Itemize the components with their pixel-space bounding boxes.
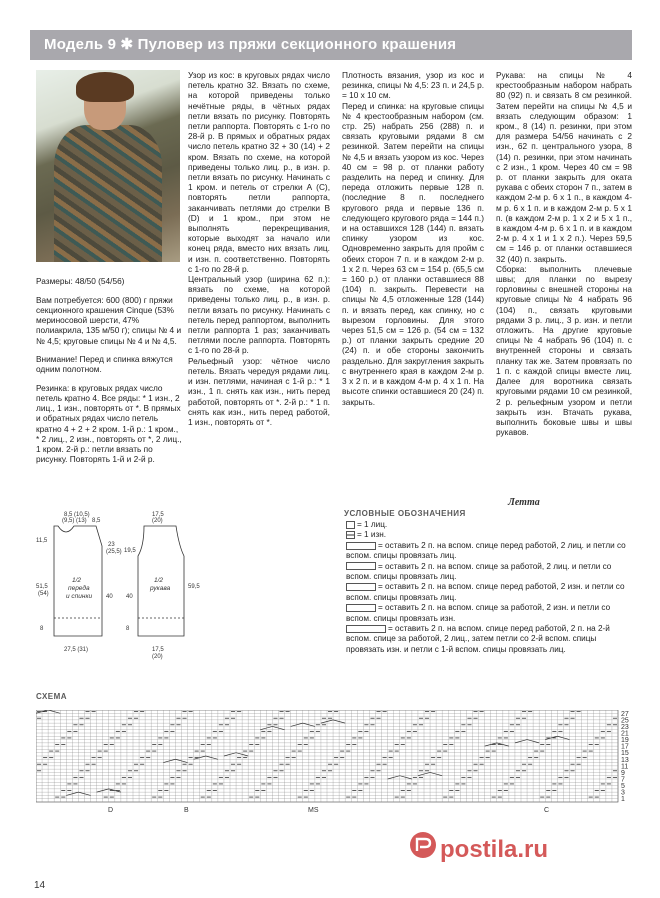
knitting-chart (36, 710, 632, 814)
gauge-text: Плотность вязания, узор из кос и резинка, спицы № 4,5: 23 п. и 24,5 р. = 10 х 10 см. (342, 70, 484, 101)
sleeve-dim-bottom: 17,5 (152, 647, 164, 653)
text-column-4 (496, 70, 632, 437)
cable-pattern-text: Узор из кос: в круговых рядах число петель кратно 32. Вязать по схеме, на которой приведены только нечётные ряды, в чётных рядах петли вязать по рисунку. Повторять петли раппорта. Повторять с 1-го по 28-й р. В прямых и обратных рядах число петель кратно 32 + 30 (14) + 2 кром. Вязать по схеме, на которой приведены только лиц. р., в изн. р. петли вязать по рисунку. Начинать с 1 кром. и петель от стрелки А (С), повторять петли раппорта, заканчивать петлями до стрелки В (D) и 1 кром., при этом не выполнять перекрещивания, которые выходят за начало или конец ряда, вместо них вязать лиц. и изн. п. соответственно. Повторять с 1-го по 28-й р. (188, 70, 330, 274)
front-back-text: Перед и спинка: на круговые спицы № 4 крестообразным набором (см. стр. 25) набрать 256 (288) п. и связать круговыми рядами 8 см резинкой. Затем перейти на спицы № 4,5 и вязать узором из кос. Через 40 см = 98 р. от планки работу разделить на перед и спинку. Для переда отложить первые 128 п. (последние 8 п. последнего кругового ряда и первые 136 п. следующего кругового ряда = 144 п.) и на оставшихся 128 (144) п. вязать спинку узором из кос. Одновременно закрыть для пройм с обеих сторон 7 п. и в каждом 2-м р. 1 х 2 п. Через 63 см = 154 р. (65,5 см = 160 р.) от планки оставшиеся 88 (104) п. закрыть. Перевести на спицы № 4,5 отложенные 128 (144) п. и вязать перед, как спинку, но с вырезом горловины. Для этого через 51,5 см = 126 р. (54 см = 132 р.) от планки закрыть средние 20 (24) п. и обе стороны закончить раздельно. Для закругления закрыть с внутреннего края в каждом 2-м р. 3 х 2 п. и в каждом 4-м р. 4 х 1 п. На высоте спинки оставшиеся 20 (24) п. закрыть. (342, 100, 484, 407)
row-number: 7 (621, 776, 625, 784)
sleeve-dim-top: 17,5 (152, 512, 164, 518)
dim-top2: (9,5) (13) (62, 518, 87, 524)
pattern-schematic (34, 506, 202, 674)
dim-neck: 11,5 (36, 538, 48, 544)
row-number: 15 (621, 750, 629, 758)
header-bar (30, 30, 632, 60)
symbol-cable-front: = оставить 2 п. на вспом. спице перед работой, 2 лиц. и петли со вспом. спицы провязать лиц. (346, 540, 626, 561)
svg-text:переда: переда (68, 585, 90, 592)
row-number: 13 (621, 756, 629, 764)
page-number: 14 (34, 880, 46, 891)
arrow-d-label: D (108, 807, 114, 814)
symbol-purl: = 1 изн. (346, 530, 632, 540)
cable-front-purl-icon (346, 583, 376, 591)
sweater-image (54, 125, 162, 262)
row-number: 11 (621, 763, 629, 771)
dim-23: 23 (108, 542, 115, 548)
cable-front-icon (346, 542, 376, 550)
arrow-ms-label: MS (308, 807, 319, 814)
dim-top: 8,5 (10,5) (64, 512, 90, 518)
purl-symbol-icon (346, 531, 355, 539)
page-title: Модель 9 ✱ Пуловер из пряжи секционного крашения (44, 36, 457, 53)
row-numbers (621, 711, 629, 803)
symbol-knit: = 1 лиц. (346, 520, 632, 530)
dim-40: 40 (106, 594, 113, 600)
svg-text:рукава: рукава (150, 585, 171, 592)
sleeves-text: Рукава: на спицы № 4 крестообразным набором набрать 80 (92) п. и связать 8 см резинкой. Затем перейти на спицы № 4,5 и вязать следующим образом: 1 кром., 8 (14) п. резинки, при этом для размера 54/56 начинать с 2 изн., 62 п. центрального узора, 8 (14) п. резинки, при этом начинать с 2 изн., 1 кром. Через 40 см = 98 р. от планки закрыть для оката рукава с обеих сторон 7 п., затем в каждом 2-м р. 6 х 1 п., в каждом 4-м р. 6 х 1 п. и в каждом 2-м р. 5 х 1 п. (в каждом 2-м р. 1 х 2 и 5 х 1 п., в каждом 4-м р. 6 х 1 п. и в каждом 2-м р. 4 х 1 и 1 х 2 п.). Через 59,5 см = 146 р. от планки оставшиеся 32 (40) п. закрыть. (496, 70, 632, 264)
rib-text: Резинка: в круговых рядах число петель кратно 4. Все ряды: * 1 изн., 2 лиц., 1 изн., повторять от *. В прямых и обратных рядах число петель кратно 4 + 2 + 2 кром. 1-й р.: 1 кром., * 2 лиц., 2 изн., повторять от *, 2 лиц., 1 кром. 2-й р.: петли вязать по рисунку. Повторять 1-й и 2-й р. (36, 382, 182, 465)
relief-pattern-text: Рельефный узор: чётное число петель. Вязать чередуя рядами лиц. и изн. петлями, начиная с 1-й р.: * 1 изн., 1 п. снять как изн., нить перед работой, повторять от *. 2-й р.: * 1 п. снять как изн., нить перед работой, 1 изн., повторять от *. (188, 355, 330, 427)
assembly-text: Сборка: выполнить плечевые швы; для планки по вырезу горловины с внешней стороны на круговые спицы № 4 набрать 96 (104) п., связать круговыми рядами 3 р. лиц., 3 р. изн. и петли отложить. На другие круговые спицы № 4 набрать 96 (104) п. с внутренней стороны и связать планку так же. Затем провязать по 1 п. с каждой спицы вместе лиц. Далее для воротника связать круговыми рядами 10 см резинкой, 2 р. рельефным узором и петли закрыть изн. Втачать рукава, выполнить боковые швы и швы рукавов. (496, 263, 632, 438)
row-number: 21 (621, 730, 629, 738)
hair-image (76, 72, 134, 102)
dim-bottom: 27,5 (31) (64, 647, 89, 653)
materials-text: Вам потребуется: 600 (800) г пряжи секционного крашения Cinque (53% мериносовой шерсти, 47% полиакрила, 135 м/50 г); спицы № 4 и № 4,5; круговые спицы № 4 и № 4,5. (36, 294, 182, 346)
sizes-block (36, 268, 182, 473)
symbol-cable-double: = оставить 2 п. на вспом. спице перед работой, 2 п. на 2-й вспом. спице за работой, 2 лиц., затем петли со 2-й вспом. спицы провязать изн. и петли с 1-й вспом. спицы провязать лиц. (346, 624, 610, 654)
row-number: 9 (621, 769, 625, 777)
postila-logo-icon (408, 830, 438, 860)
row-number: 5 (621, 783, 625, 791)
central-pattern-text: Центральный узор (ширина 62 п.): вязать по схеме, на которой приведены только лиц. р., в изн. р. петли вязать по рисунку. Начинать с петель перед раппортом, выполнить петли раппорта 1 раз; заканчивать петлями после раппорта. Повторять с 1-го по 28-й р. (188, 274, 330, 356)
row-number: 25 (621, 717, 629, 725)
sleeve-dim-19-5: 19,5 (124, 548, 136, 554)
arrow-c-label: C (544, 807, 550, 814)
row-number: 19 (621, 737, 629, 745)
sleeve-dim-59-5: 59,5 (188, 584, 200, 590)
row-number: 17 (621, 743, 629, 751)
text-column-3 (342, 70, 484, 407)
text-column-2 (188, 70, 330, 427)
sizes-text: Размеры: 48/50 (54/56) (36, 276, 125, 287)
svg-text:1/2: 1/2 (154, 577, 164, 584)
row-number: 3 (621, 789, 625, 797)
row-number: 1 (621, 796, 625, 804)
sleeve-dim-top2: (20) (152, 518, 163, 524)
symbol-cable-back: = оставить 2 п. на вспом. спице за работой, 2 лиц. и петли со вспом. спицы провязать лиц. (346, 561, 612, 582)
dim-8: 8 (40, 626, 44, 632)
knit-symbol-icon (346, 521, 355, 529)
watermark: postila.ru (440, 836, 549, 863)
sleeve-dim-8: 8 (126, 626, 130, 632)
sleeve-dim-bottom2: (20) (152, 654, 163, 660)
chart-arrows (108, 807, 549, 814)
symbols-title: УСЛОВНЫЕ ОБОЗНАЧЕНИЯ (344, 509, 466, 518)
dim-top3: 8,5 (92, 518, 101, 524)
row-number: 23 (621, 723, 629, 731)
svg-text:и спинки: и спинки (66, 593, 93, 600)
cable-back-icon (346, 562, 376, 570)
sleeve-dim-40: 40 (126, 594, 133, 600)
chart-title: СХЕМА (36, 692, 68, 701)
symbol-cable-front-purl: = оставить 2 п. на вспом. спице перед работой, 2 изн. и петли со вспом. спицы провязать лиц. (346, 582, 625, 602)
author-name: Летта (508, 497, 540, 508)
dim-54: (54) (38, 591, 49, 597)
model-photo (36, 70, 180, 262)
cable-double-icon (346, 625, 386, 633)
svg-text:1/2: 1/2 (72, 577, 82, 584)
dim-25-5: (25,5) (106, 549, 122, 555)
cable-back-purl-icon (346, 604, 376, 612)
arrow-b-label: B (184, 807, 189, 814)
chart-grid (36, 710, 618, 802)
dim-51-5: 51,5 (36, 584, 48, 590)
attention-text: Внимание! Перед и спинка вяжутся одним полотном. (36, 354, 173, 375)
symbol-cable-back-purl: = оставить 2 п. на вспом. спице за работой, 2 изн. и петли со вспом. спицы провязать изн. (346, 603, 611, 623)
symbols-list (346, 520, 632, 655)
row-number: 27 (621, 710, 629, 718)
